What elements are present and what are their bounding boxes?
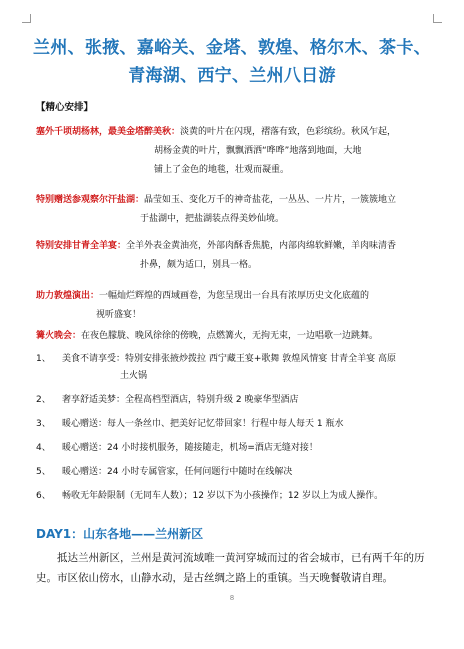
- list-text: 美食不请享受：特别安排张掖炒拨拉 西宁藏王宴+歌舞 敦煌风情宴 甘青全羊宴 高原: [62, 354, 396, 364]
- list-item: [36, 464, 436, 481]
- highlight-lead: 篝火晚会：: [36, 331, 82, 341]
- list-text: 暖心赠送：24 小时接机服务，随接随走，机场=酒店无缝对接！: [62, 443, 318, 453]
- list-text: 土火锅: [120, 371, 148, 381]
- highlight-lead: 助力敦煌演出：: [36, 291, 100, 301]
- list-number: 4、: [36, 443, 51, 453]
- highlight-item: [36, 237, 432, 275]
- highlight-text: 在夜色朦胧、晚风徐徐的傍晚，点燃篝火，无拘无束，一边唱歌一边跳舞。: [81, 331, 379, 341]
- highlight-item: [36, 327, 432, 346]
- list-item: [36, 440, 436, 457]
- highlight-text: 胡杨金黄的叶片，飘飘洒洒“哗哗”地落到地面，大地: [154, 146, 362, 156]
- page-corner-mark: [433, 14, 442, 23]
- highlight-text: 铺上了金色的地毯，壮观而凝重。: [154, 165, 290, 175]
- highlight-item: [36, 191, 432, 229]
- list-text: 暖心赠送：24 小时专属管家，任何问题行中随时在线解决: [62, 467, 293, 477]
- list-text: 畅收无年龄限制（无同车人数）；12 岁以下为小孩操作；12 岁以上为成人操作。: [62, 491, 384, 501]
- title-line: 青海湖、西宁、兰州八日游: [128, 66, 336, 86]
- list-number: 2、: [36, 395, 51, 405]
- highlight-text: 晶莹如玉、变化万千的神奇盐花，一丛丛、一片片，一簇簇地立: [144, 195, 397, 205]
- section-label: 【精心安排】: [36, 102, 94, 113]
- list-number: 1、: [36, 354, 51, 364]
- list-item: [36, 351, 436, 385]
- list-number: 6、: [36, 491, 51, 501]
- list-text: 奢享舒适美梦：全程高档型酒店，特别升级 2 晚豪华型酒店: [62, 395, 299, 405]
- highlight-text: 全羊外表金黄油亮，外部肉酥香焦脆，内部肉绵软鲜嫩，羊肉味清香: [126, 241, 397, 251]
- highlight-text: 视听盛宴！: [96, 310, 142, 320]
- list-item: [36, 488, 436, 505]
- title-line: 兰州、张掖、嘉峪关、金塔、敦煌、格尔木、茶卡、: [33, 38, 431, 58]
- list-number: 5、: [36, 467, 51, 477]
- highlight-lead: 特别安排甘青全羊宴：: [36, 241, 127, 251]
- list-text: 暖心赠送：每人一条丝巾、把美好记忆带回家！行程中每人每天 1 瓶水: [62, 419, 344, 429]
- highlight-text: 扑鼻，颇为适口，别具一格。: [140, 260, 258, 270]
- feature-list: [36, 351, 436, 512]
- highlight-lead: 塞外千顷胡杨林，最美金塔醉美秋：: [36, 127, 181, 137]
- highlight-text: 于盐湖中，把盐湖装点得美妙仙境。: [140, 214, 285, 224]
- day-heading: DAY1：山东各地——兰州新区: [36, 527, 204, 541]
- list-item: [36, 392, 436, 409]
- list-item: [36, 416, 436, 433]
- day-description: 抵达兰州新区，兰州是黄河流域唯一黄河穿城而过的省会城市，已有两千年的历史。市区依山傍水，山静水动，是古丝绸之路上的重镇。当天晚餐敬请自理。: [36, 552, 425, 584]
- highlight-text: 一幅灿烂辉煌的西域画卷，为您呈现出一台具有浓厚历史文化底蕴的: [99, 291, 370, 301]
- highlight-lead: 特别赠送参观察尔汗盐湖：: [36, 195, 145, 205]
- highlight-text: 淡黄的叶片在闪现，褶落有致，色彩缤纷。秋风乍起，: [180, 127, 397, 137]
- highlight-item: [36, 123, 432, 180]
- list-number: 3、: [36, 419, 51, 429]
- highlight-item: [36, 287, 432, 325]
- page-title: [20, 34, 444, 90]
- page-corner-mark: [22, 14, 31, 23]
- page-number: 8: [229, 594, 235, 602]
